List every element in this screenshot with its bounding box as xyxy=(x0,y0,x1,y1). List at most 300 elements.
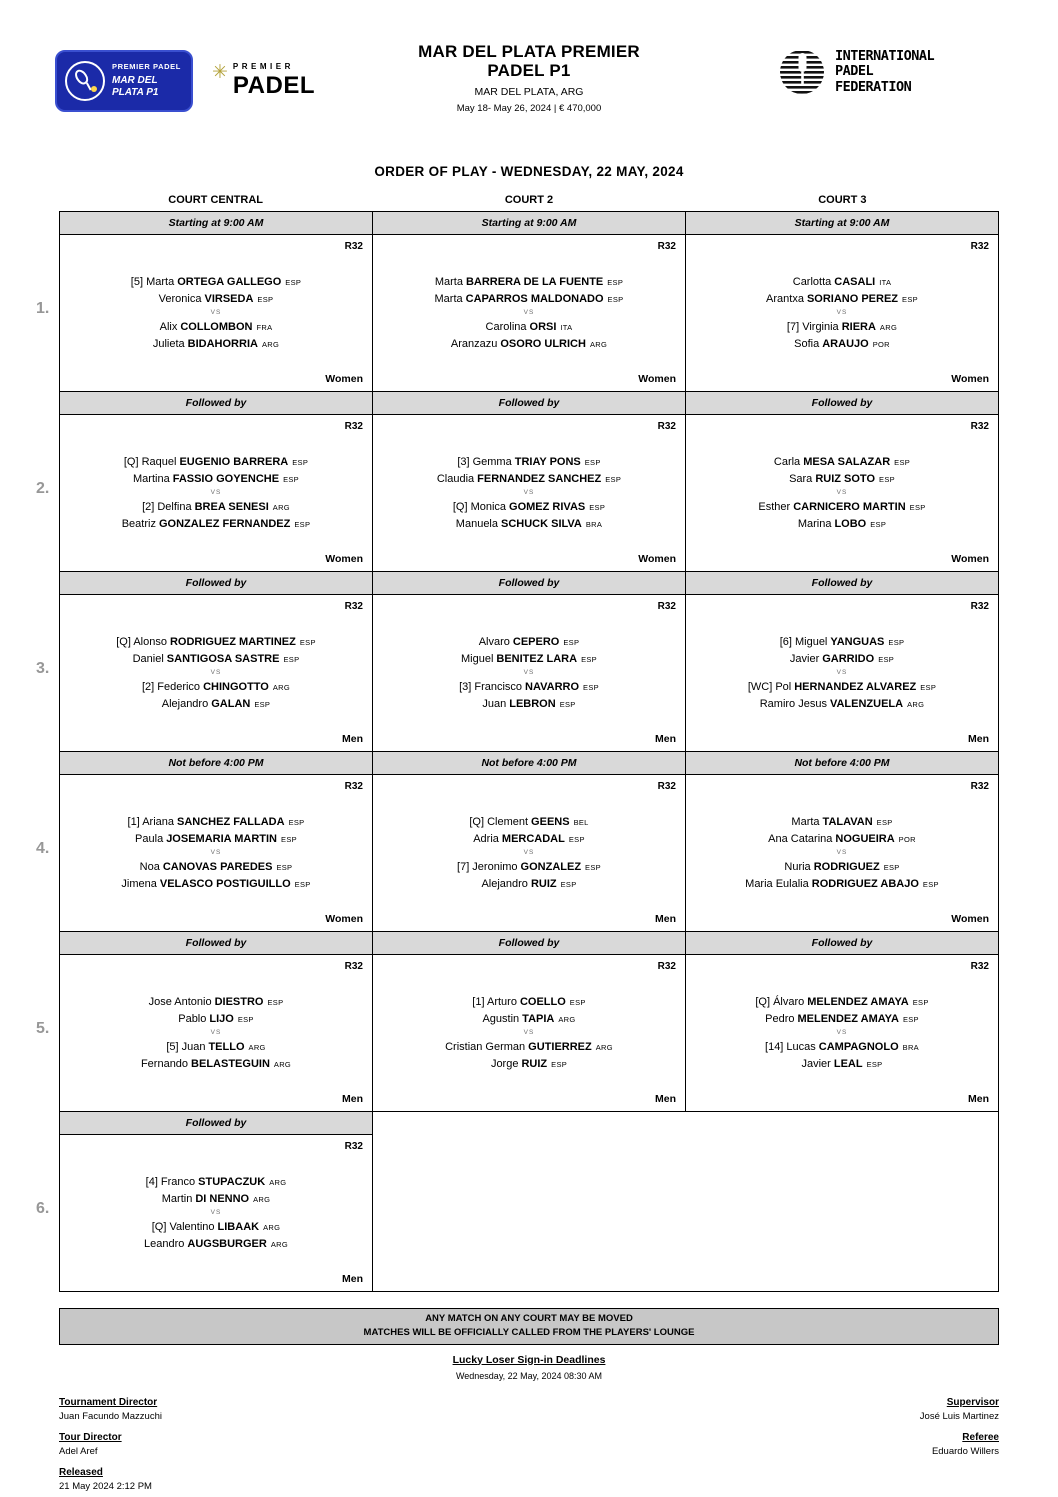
player-first-name: [14] Lucas xyxy=(765,1040,816,1053)
schedule-label: Followed by xyxy=(373,932,685,955)
row-number: 6. xyxy=(36,1200,50,1217)
row-number: 2. xyxy=(36,480,50,497)
nationality-label: ARG xyxy=(261,339,280,349)
court-header-2: COURT 2 xyxy=(504,194,554,206)
schedule-label: Followed by xyxy=(60,392,372,415)
nationality-label: ARG xyxy=(272,682,291,692)
nationality-label: ARG xyxy=(589,339,608,349)
vs-label: VS xyxy=(836,309,848,316)
player-surname: DIESTRO xyxy=(214,995,264,1008)
player-line xyxy=(377,653,681,665)
ipf-globe-icon xyxy=(778,48,826,96)
schedule-label: Followed by xyxy=(60,932,372,955)
round-label: R32 xyxy=(657,781,676,792)
schedule-label: Starting at 9:00 AM xyxy=(373,212,685,235)
player-line xyxy=(377,473,681,485)
player-line xyxy=(377,456,681,468)
player-surname: BIDAHORRIA xyxy=(187,337,258,350)
player-line xyxy=(64,833,368,845)
match-cell xyxy=(686,392,999,572)
nationality-label: ESP xyxy=(605,474,622,484)
player-line xyxy=(377,996,681,1008)
player-first-name: Juan xyxy=(482,697,507,710)
match-cell xyxy=(60,932,373,1112)
match-cell xyxy=(60,752,373,932)
category-label: Men xyxy=(655,913,676,925)
nationality-label: ESP xyxy=(294,879,311,889)
star-icon: ✳ xyxy=(212,62,228,83)
vs-label: VS xyxy=(523,849,535,856)
player-line xyxy=(64,681,368,693)
player-line xyxy=(377,636,681,648)
notice-line2: MATCHES WILL BE OFFICIALLY CALLED FROM THE PLAYERS' LOUNGE xyxy=(363,1327,695,1339)
nationality-label: ESP xyxy=(294,519,311,529)
nationality-label: ESP xyxy=(237,1014,254,1024)
nationality-label: ARG xyxy=(269,1177,287,1187)
nationality-label: ESP xyxy=(876,817,893,827)
player-surname: BELASTEGUIN xyxy=(191,1057,270,1070)
empty-cell xyxy=(373,1112,999,1292)
player-first-name: Veronica xyxy=(158,292,202,305)
player-first-name: Sara xyxy=(789,472,813,485)
player-surname: FASSIO GOYENCHE xyxy=(172,472,280,485)
referee-label: Referee xyxy=(962,1431,999,1443)
round-label: R32 xyxy=(970,961,989,972)
player-first-name: Marta xyxy=(434,275,463,288)
player-surname: LEAL xyxy=(833,1057,863,1070)
player-surname: GARRIDO xyxy=(822,652,875,665)
court-cells xyxy=(59,932,999,1112)
vs-label: VS xyxy=(836,849,848,856)
supervisor-label: Supervisor xyxy=(946,1396,999,1408)
round-label: R32 xyxy=(970,781,989,792)
player-surname: FERNANDEZ SANCHEZ xyxy=(477,472,602,485)
event-logo-line2: MAR DEL PLATA P1 xyxy=(112,74,159,99)
nationality-label: ARG xyxy=(907,699,925,709)
nationality-label: ESP xyxy=(585,862,601,872)
player-line xyxy=(690,276,994,288)
player-line xyxy=(64,698,368,710)
player-surname: GALAN xyxy=(211,697,251,710)
player-surname: SANTIGOSA SASTRE xyxy=(166,652,280,665)
player-first-name: [1] Arturo xyxy=(472,995,517,1008)
match-cell xyxy=(60,212,373,392)
player-line xyxy=(377,1058,681,1070)
category-label: Women xyxy=(638,373,676,385)
player-first-name: Paula xyxy=(135,832,164,845)
nationality-label: ARG xyxy=(272,502,290,512)
court-cells xyxy=(59,212,999,392)
player-first-name: Marta xyxy=(791,815,820,828)
nationality-label: ESP xyxy=(879,474,895,484)
match-cell xyxy=(373,212,686,392)
player-line xyxy=(690,878,994,890)
referee xyxy=(920,1432,999,1457)
player-first-name: Carlotta xyxy=(792,275,832,288)
player-first-name: Cristian German xyxy=(445,1040,526,1053)
player-surname: RIERA xyxy=(841,320,876,333)
player-surname: SCHUCK SILVA xyxy=(501,517,582,530)
player-first-name: Esther xyxy=(758,500,791,513)
match-cell xyxy=(60,392,373,572)
player-line xyxy=(690,636,994,648)
round-label: R32 xyxy=(657,241,676,252)
player-surname: CHINGOTTO xyxy=(203,680,269,693)
player-surname: CANOVAS PAREDES xyxy=(162,860,273,873)
player-line xyxy=(64,1238,368,1250)
player-line xyxy=(690,501,994,513)
player-surname: CAMPAGNOLO xyxy=(818,1040,899,1053)
nationality-label: ESP xyxy=(581,654,597,664)
player-first-name: [6] Miguel xyxy=(779,635,828,648)
match-cell xyxy=(60,572,373,752)
nationality-label: ESP xyxy=(607,277,624,287)
schedule-label: Not before 4:00 PM xyxy=(373,752,685,775)
player-surname: ORSI xyxy=(529,320,557,333)
player-line xyxy=(690,816,994,828)
match-box xyxy=(686,415,998,571)
teams xyxy=(60,432,372,553)
round-label: R32 xyxy=(657,961,676,972)
player-line xyxy=(64,473,368,485)
player-first-name: Miguel xyxy=(461,652,494,665)
player-surname: GONZALEZ xyxy=(520,860,582,873)
schedule-label: Starting at 9:00 AM xyxy=(60,212,372,235)
match-cell xyxy=(686,212,999,392)
player-first-name: Carolina xyxy=(485,320,527,333)
nationality-label: ESP xyxy=(257,294,274,304)
player-first-name: Martina xyxy=(133,472,170,485)
teams xyxy=(686,792,998,913)
signature-block xyxy=(59,1397,999,1497)
player-first-name: [4] Franco xyxy=(145,1175,196,1188)
nationality-label: ESP xyxy=(267,997,284,1007)
player-line xyxy=(377,276,681,288)
player-line xyxy=(377,1041,681,1053)
vs-label: VS xyxy=(523,309,535,316)
player-first-name: Manuela xyxy=(455,517,498,530)
player-first-name: [Q] Raquel xyxy=(123,455,177,468)
player-surname: ORTEGA GALLEGO xyxy=(177,275,282,288)
ball-icon xyxy=(91,86,97,92)
player-line xyxy=(64,636,368,648)
player-surname: CAPARROS MALDONADO xyxy=(465,292,604,305)
player-first-name: Pablo xyxy=(178,1012,207,1025)
category-label: Women xyxy=(325,913,363,925)
player-first-name: [7] Jeronimo xyxy=(457,860,518,873)
teams xyxy=(60,792,372,913)
round-label: R32 xyxy=(970,421,989,432)
player-line xyxy=(64,1193,368,1205)
schedule-label: Not before 4:00 PM xyxy=(686,752,998,775)
event-logo-line1: PREMIER PADEL xyxy=(112,62,181,72)
player-first-name: Jose Antonio xyxy=(148,995,212,1008)
player-surname: TAPIA xyxy=(522,1012,555,1025)
category-label: Women xyxy=(638,553,676,565)
nationality-label: ESP xyxy=(568,834,585,844)
player-first-name: [2] Delfina xyxy=(142,500,192,513)
lucky-loser-block xyxy=(0,1354,1058,1381)
tour-director-name: Adel Aref xyxy=(59,1445,98,1457)
player-line xyxy=(64,653,368,665)
teams xyxy=(60,972,372,1093)
player-surname: EUGENIO BARRERA xyxy=(179,455,289,468)
category-label: Women xyxy=(951,373,989,385)
player-line xyxy=(690,338,994,350)
nationality-label: ESP xyxy=(920,682,937,692)
round-label: R32 xyxy=(970,241,989,252)
player-surname: RUIZ xyxy=(530,877,557,890)
nationality-label: ESP xyxy=(866,1059,883,1069)
schedule-label: Followed by xyxy=(60,572,372,595)
nationality-label: FRA xyxy=(256,322,273,332)
order-row xyxy=(36,932,999,1112)
player-surname: CASALI xyxy=(834,275,876,288)
player-first-name: Martin xyxy=(161,1192,193,1205)
player-first-name: Ramiro Jesus xyxy=(759,697,827,710)
tournament-director-label: Tournament Director xyxy=(59,1396,158,1408)
match-box xyxy=(60,415,372,571)
nationality-label: ARG xyxy=(248,1042,266,1052)
player-line xyxy=(690,681,994,693)
player-surname: STUPACZUK xyxy=(198,1175,266,1188)
vs-label: VS xyxy=(210,1029,222,1036)
player-surname: LOBO xyxy=(834,517,867,530)
player-surname: RUIZ SOTO xyxy=(815,472,876,485)
event-title-block xyxy=(310,42,748,114)
teams xyxy=(373,432,685,553)
match-box xyxy=(60,235,372,391)
match-box xyxy=(686,955,998,1111)
player-first-name: Arantxa xyxy=(766,292,804,305)
player-line xyxy=(64,501,368,513)
nationality-label: ESP xyxy=(922,879,939,889)
player-first-name: Ana Catarina xyxy=(768,832,833,845)
player-first-name: [Q] Valentino xyxy=(151,1220,215,1233)
player-first-name: [5] Marta xyxy=(130,275,175,288)
round-label: R32 xyxy=(344,241,363,252)
player-surname: VIRSEDA xyxy=(204,292,254,305)
teams xyxy=(686,612,998,733)
teams xyxy=(373,252,685,373)
order-row xyxy=(36,392,999,572)
player-surname: VELASCO POSTIGUILLO xyxy=(159,877,291,890)
player-first-name: Jorge xyxy=(490,1057,519,1070)
player-first-name: [7] Virginia xyxy=(786,320,839,333)
player-first-name: Javier xyxy=(801,1057,831,1070)
player-line xyxy=(64,1041,368,1053)
player-surname: TRIAY PONS xyxy=(514,455,581,468)
nationality-label: ESP xyxy=(551,1059,568,1069)
nationality-label: ESP xyxy=(560,879,577,889)
match-cell xyxy=(373,392,686,572)
player-surname: COELLO xyxy=(519,995,566,1008)
player-first-name: [Q] Clement xyxy=(469,815,529,828)
match-box xyxy=(60,955,372,1111)
nationality-label: ITA xyxy=(879,277,892,287)
nationality-label: ESP xyxy=(281,834,297,844)
player-surname: AUGSBURGER xyxy=(187,1237,267,1250)
vs-label: VS xyxy=(210,309,222,316)
match-cell xyxy=(686,932,999,1112)
player-surname: DI NENNO xyxy=(195,1192,250,1205)
match-box xyxy=(60,1135,372,1291)
order-row xyxy=(36,572,999,752)
player-line xyxy=(377,878,681,890)
player-first-name: Alvaro xyxy=(478,635,510,648)
match-box xyxy=(373,415,685,571)
order-grid xyxy=(36,211,999,1292)
schedule-label: Followed by xyxy=(686,932,998,955)
supervisor xyxy=(920,1397,999,1422)
player-surname: TELLO xyxy=(208,1040,245,1053)
player-surname: RODRIGUEZ xyxy=(813,860,880,873)
player-surname: ARAUJO xyxy=(822,337,869,350)
player-surname: RODRIGUEZ ABAJO xyxy=(811,877,919,890)
player-first-name: Alejandro xyxy=(161,697,209,710)
nationality-label: ESP xyxy=(878,654,895,664)
player-first-name: Nuria xyxy=(784,860,811,873)
player-surname: GOMEZ RIVAS xyxy=(509,500,586,513)
player-line xyxy=(64,518,368,530)
player-line xyxy=(64,276,368,288)
category-label: Men xyxy=(968,733,989,745)
player-first-name: [3] Francisco xyxy=(459,680,523,693)
nationality-label: ESP xyxy=(569,997,586,1007)
player-surname: SORIANO PEREZ xyxy=(806,292,899,305)
player-first-name: [WC] Pol xyxy=(747,680,792,693)
player-surname: YANGUAS xyxy=(830,635,885,648)
teams xyxy=(373,792,685,913)
lucky-loser-deadline: Wednesday, 22 May, 2024 08:30 AM xyxy=(455,1370,603,1381)
player-surname: MESA SALAZAR xyxy=(803,455,891,468)
player-first-name: Noa xyxy=(139,860,160,873)
player-surname: LIJO xyxy=(209,1012,234,1025)
player-surname: TALAVAN xyxy=(822,815,873,828)
vs-label: VS xyxy=(836,669,848,676)
player-line xyxy=(64,1013,368,1025)
nationality-label: ESP xyxy=(902,1014,919,1024)
vs-label: VS xyxy=(836,489,848,496)
nationality-label: ESP xyxy=(607,294,624,304)
player-first-name: Claudia xyxy=(436,472,475,485)
nationality-label: BRA xyxy=(585,519,603,529)
teams xyxy=(60,1152,372,1273)
player-line xyxy=(377,833,681,845)
tournament-director-name: Juan Facundo Mazzuchi xyxy=(59,1410,162,1422)
player-surname: MELENDEZ AMAYA xyxy=(797,1012,899,1025)
player-line xyxy=(690,833,994,845)
player-first-name: Agustin xyxy=(482,1012,520,1025)
player-first-name: [Q] Monica xyxy=(452,500,507,513)
vs-label: VS xyxy=(523,1029,535,1036)
category-label: Men xyxy=(342,1093,363,1105)
player-surname: SANCHEZ FALLADA xyxy=(177,815,285,828)
player-line xyxy=(377,293,681,305)
schedule-label: Followed by xyxy=(373,392,685,415)
tour-director xyxy=(59,1432,162,1457)
player-line xyxy=(64,1176,368,1188)
player-line xyxy=(690,456,994,468)
ipf-logo-line2: PADEL xyxy=(835,63,874,80)
nationality-label: ARG xyxy=(595,1042,613,1052)
ipf-logo-line3: FEDERATION xyxy=(835,78,912,95)
schedule-label: Not before 4:00 PM xyxy=(60,752,372,775)
category-label: Men xyxy=(655,733,676,745)
premier-logo-line1: PREMIER xyxy=(232,62,294,71)
order-of-play-title: ORDER OF PLAY - WEDNESDAY, 22 MAY, 2024 xyxy=(374,164,684,179)
row-number: 4. xyxy=(36,840,50,857)
player-first-name: Alejandro xyxy=(481,877,528,890)
player-line xyxy=(690,518,994,530)
court-header-3: COURT 3 xyxy=(818,194,867,206)
player-line xyxy=(690,996,994,1008)
nationality-label: ITA xyxy=(560,322,573,332)
event-location: MAR DEL PLATA, ARG xyxy=(474,86,584,99)
ipf-logo-line1: INTERNATIONAL xyxy=(835,48,935,65)
teams xyxy=(373,612,685,733)
order-row xyxy=(36,1112,999,1292)
player-surname: GUTIERREZ xyxy=(528,1040,592,1053)
player-surname: BREA SENESI xyxy=(194,500,269,513)
match-box xyxy=(686,235,998,391)
match-box xyxy=(60,775,372,931)
released xyxy=(59,1467,162,1492)
round-label: R32 xyxy=(657,421,676,432)
player-line xyxy=(64,456,368,468)
row-number: 1. xyxy=(36,300,50,317)
player-surname: VALENZUELA xyxy=(829,697,904,710)
nationality-label: ARG xyxy=(273,1059,292,1069)
player-surname: NOGUEIRA xyxy=(835,832,895,845)
player-first-name: Julieta xyxy=(152,337,185,350)
nationality-label: ESP xyxy=(894,457,911,467)
category-label: Women xyxy=(951,553,989,565)
player-line xyxy=(377,321,681,333)
schedule-label: Followed by xyxy=(686,572,998,595)
order-row xyxy=(36,752,999,932)
player-first-name: Carla xyxy=(773,455,801,468)
player-line xyxy=(377,861,681,873)
player-first-name: Marta xyxy=(434,292,463,305)
schedule-label: Starting at 9:00 AM xyxy=(686,212,998,235)
player-first-name: [Q] Álvaro xyxy=(755,995,805,1008)
player-first-name: Marina xyxy=(797,517,832,530)
player-surname: COLLOMBON xyxy=(180,320,253,333)
nationality-label: ESP xyxy=(909,502,926,512)
player-first-name: [Q] Alonso xyxy=(116,635,167,648)
player-first-name: [2] Federico xyxy=(141,680,201,693)
nationality-label: ESP xyxy=(299,637,316,647)
player-surname: BENITEZ LARA xyxy=(496,652,578,665)
player-first-name: [3] Gemma xyxy=(457,455,512,468)
player-line xyxy=(377,518,681,530)
category-label: Women xyxy=(325,553,363,565)
vs-label: VS xyxy=(210,489,222,496)
court-cells xyxy=(59,1112,999,1292)
premier-padel-logo xyxy=(212,62,315,100)
nationality-label: ESP xyxy=(292,457,309,467)
nationality-label: ESP xyxy=(285,277,302,287)
player-line xyxy=(64,816,368,828)
round-label: R32 xyxy=(344,961,363,972)
player-line xyxy=(64,878,368,890)
player-line xyxy=(690,861,994,873)
player-surname: BARRERA DE LA FUENTE xyxy=(465,275,604,288)
match-box xyxy=(373,775,685,931)
category-label: Men xyxy=(968,1093,989,1105)
event-title-line1: MAR DEL PLATA PREMIER xyxy=(418,42,640,61)
